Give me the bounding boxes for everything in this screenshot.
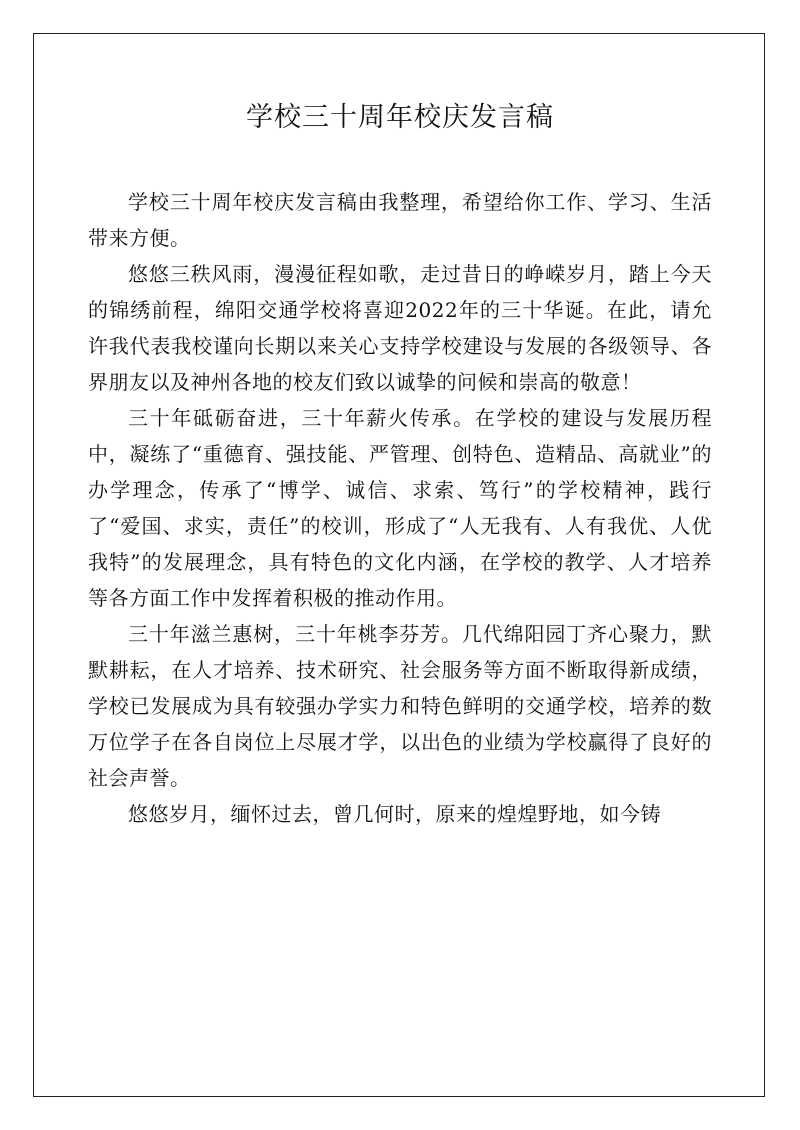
paragraph-philosophy: 三十年砥砺奋进，三十年薪火传承。在学校的建设与发展历程中，凝练了“重德育、强技能、严管理、创特色、造精品、高就业”的办学理念，传承了“博学、诚信、求索、笃行”的学校精神，践行了“爱国、求实，责任”的校训，形成了“人无我有、人有我优、人优我特”的发展理念，具有特色的文化内涵，在学校的教学、人才培养等各方面工作中发挥着积极的推动作用。 [88, 406, 712, 610]
paragraph-reminiscence: 悠悠岁月，缅怀过去，曾几何时，原来的煌煌野地，如今铸 [128, 802, 661, 826]
document-title: 学校三十周年校庆发言稿 [246, 102, 554, 133]
paragraph-achievements: 三十年滋兰惠树，三十年桃李芬芳。几代绵阳园丁齐心聚力，默默耕耘，在人才培养、技术研究、社会服务等方面不断取得新成绩，学校已发展成为具有较强办学实力和特色鲜明的交通学校，培养的数万位学子在各自岗位上尽展才学，以出色的业绩为学校赢得了良好的社会声誉。 [88, 622, 712, 790]
paragraph-intro: 学校三十周年校庆发言稿由我整理，希望给你工作、学习、生活带来方便。 [88, 190, 712, 250]
paragraph-greeting: 悠悠三秩风雨，漫漫征程如歌，走过昔日的峥嵘岁月，踏上今天的锦绣前程，绵阳交通学校将喜迎2022年的三十华诞。在此，请允许我代表我校谨向长期以来关心支持学校建设与发展的各级领导、各界朋友以及神州各地的校友们致以诚挚的问候和崇高的敬意！ [88, 262, 712, 394]
document-body [88, 184, 712, 832]
